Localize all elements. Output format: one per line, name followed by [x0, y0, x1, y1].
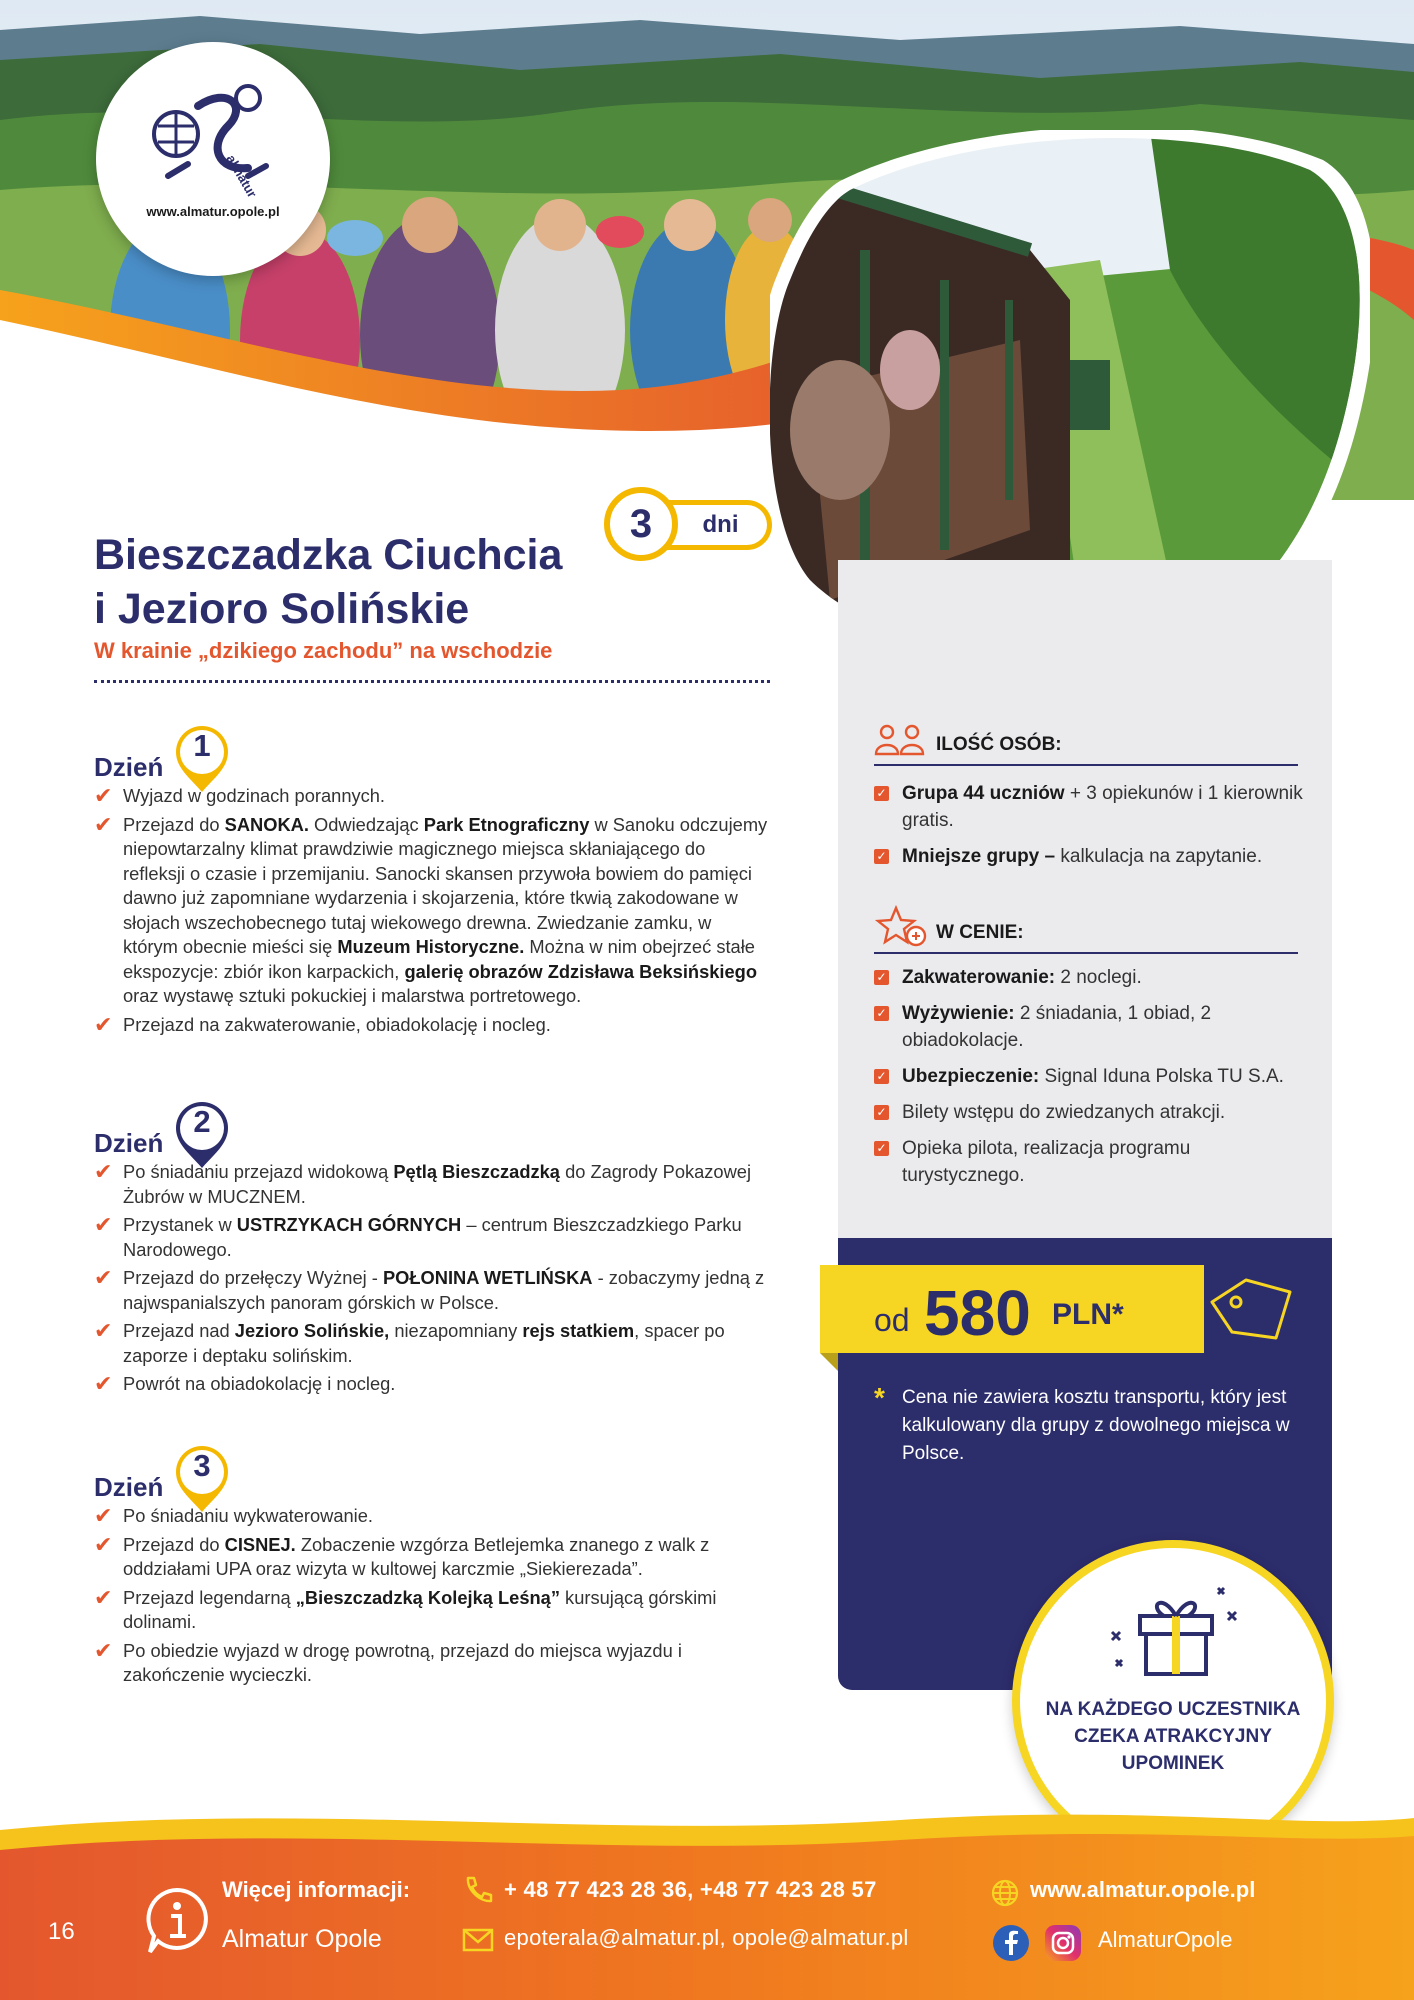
text: Przejazd do [123, 1533, 225, 1555]
price-value: 580 [924, 1277, 1031, 1349]
price-tag-icon [1206, 1272, 1296, 1348]
itinerary-item [94, 1013, 770, 1038]
bold-text: POŁONINA WETLIŃSKA [382, 1267, 593, 1288]
price-currency: PLN* [1052, 1298, 1124, 1331]
bold-text: Wyżywienie: [902, 1003, 1015, 1024]
title-line-1: Bieszczadzka Ciuchcia [94, 531, 563, 579]
phone-numbers[interactable]: + 48 77 423 28 36, +48 77 423 28 57 [504, 1877, 877, 1902]
bold-text: SANOKA. [224, 813, 309, 835]
checkmark-icon: ✔ [94, 783, 113, 808]
social-handle[interactable]: AlmaturOpole [1098, 1927, 1233, 1952]
bold-text: galerię obrazów Zdzisława Beksińskiego [404, 960, 757, 982]
text: Po obiedzie wyjazd w drogę powrotną, przejazd do miejsca wyjazdu i zakończenie wycieczki. [123, 1639, 682, 1685]
checkbox-icon: ✓ [874, 1141, 889, 1156]
bold-text: CISNEJ. [224, 1533, 296, 1555]
title-divider [94, 680, 770, 683]
organization-name: Almatur Opole [222, 1925, 382, 1953]
panel-list-item [874, 1135, 1308, 1189]
title-line-2: i Jezioro Solińskie [94, 585, 470, 633]
people-section-heading [874, 730, 1298, 766]
price-note: Cena nie zawiera kosztu transportu, który jest kalkulowany dla grupy z dowolnego miejsca w Polsce. [902, 1387, 1290, 1464]
facebook-icon[interactable] [992, 1924, 1030, 1962]
bold-text: Pętlą Bieszczadzką [393, 1161, 560, 1182]
bold-text: „Bieszczadzką Kolejką Leśną” [295, 1586, 560, 1608]
text: Bilety wstępu do zwiedzanych atrakcji. [902, 1102, 1226, 1123]
checkbox-icon: ✓ [874, 1069, 889, 1084]
price-includes-list [874, 964, 1308, 1198]
checkmark-icon: ✔ [94, 811, 113, 837]
price-prefix: od [874, 1302, 910, 1338]
checkmark-icon: ✔ [94, 1584, 113, 1610]
text: Po śniadaniu przejazd widokową [123, 1161, 394, 1182]
day-3-activities [94, 1504, 770, 1692]
bold-text: Grupa 44 uczniów [902, 783, 1065, 804]
panel-list-item [874, 780, 1308, 834]
text: Przejazd nad [123, 1320, 235, 1341]
bold-text: Ubezpieczenie: [902, 1066, 1040, 1087]
text: Odwiedzając [308, 813, 424, 835]
star-coin-icon [874, 904, 928, 948]
people-icon [874, 724, 926, 758]
people-section-title: ILOŚĆ OSÓB: [936, 734, 1062, 755]
info-icon [144, 1886, 210, 1956]
day-label: Dzień [94, 752, 164, 782]
checkmark-icon: ✔ [94, 1265, 113, 1290]
text: Można w nim obejrzeć stałe ekspozycje: zbiór ikon karpackich, [123, 936, 755, 982]
itinerary-item [94, 784, 770, 809]
itinerary-item [94, 1586, 770, 1635]
page-title [94, 528, 654, 636]
text: 2 noclegi. [1055, 967, 1142, 988]
checkmark-icon: ✔ [94, 1011, 113, 1037]
panel-list-item [874, 1000, 1308, 1054]
itinerary-item [94, 1504, 770, 1529]
checkmark-icon: ✔ [94, 1318, 113, 1343]
text: oraz wystawę sztuki pokuckiej i malarstwa portretowego. [123, 985, 582, 1006]
checkbox-icon: ✓ [874, 849, 889, 864]
bold-text: Zakwaterowanie: [902, 967, 1056, 988]
itinerary-item [94, 1533, 770, 1582]
panel-list-item [874, 1063, 1308, 1090]
people-list [874, 780, 1308, 879]
days-label: dni [654, 500, 772, 550]
checkmark-icon: ✔ [94, 1212, 113, 1237]
bold-text: Park Etnograficzny [423, 813, 590, 835]
itinerary-item [94, 1319, 770, 1368]
text: Po śniadaniu wykwaterowanie. [123, 1505, 373, 1526]
itinerary-item [94, 1372, 770, 1397]
checkmark-icon: ✔ [94, 1159, 113, 1184]
panel-list-item [874, 843, 1308, 870]
included-section-heading [874, 918, 1298, 954]
day-label: Dzień [94, 1128, 164, 1158]
text: - zobaczymy jedną z najwspanialszych panoram górskich w Polsce. [123, 1267, 765, 1313]
page-subtitle: W krainie „dzikiego zachodu” na wschodzie [94, 638, 553, 663]
itinerary-item [94, 1266, 770, 1315]
text: 2 śniadania, 1 obiad, 2 obiadokolacje. [902, 1003, 1212, 1051]
text: Powrót na obiadokolację i nocleg. [123, 1373, 396, 1394]
more-info-label: Więcej informacji: [222, 1877, 411, 1902]
mail-icon [462, 1928, 494, 1952]
text: w Sanoku odczujemy niepowtarzalny klimat prawdziwie magicznego miejsca skłaniającego do refleksji o czasie i przemijaniu. Sanocki skansen przywoła bowiem do pamięci dawno już zapomniane wydarzenia i skojarzenia, które tkwią zakodowane w słojach wszechobecnego tutaj wiekowego drewna. Zwiedzanie zamku, w którym obecnie mieści się [123, 813, 768, 957]
day-label: Dzień [94, 1472, 164, 1502]
day-number: 3 [193, 1448, 211, 1483]
bold-text: USTRZYKACH GÓRNYCH [236, 1214, 462, 1235]
bold-text: rejs statkiem [522, 1320, 635, 1341]
itinerary-item [94, 1639, 770, 1688]
text: kalkulacja na zapytanie. [1055, 846, 1263, 867]
text: do Zagrody Pokazowej Żubrów w MUCZNEM. [123, 1161, 752, 1207]
checkmark-icon: ✔ [94, 1371, 113, 1396]
checkmark-icon: ✔ [94, 1503, 113, 1528]
text: Zobaczenie wzgórza Betlejemka znanego z walk z oddziałami UPA oraz wizyta w kultowej karczmie „Siekierezada”. [123, 1533, 710, 1579]
text: Przejazd na zakwaterowanie, obiadokolację i nocleg. [123, 1013, 551, 1035]
logo-website-url: www.almatur.opole.pl [146, 204, 280, 219]
panel-list-item [874, 1099, 1308, 1126]
day-number: 2 [193, 1104, 211, 1139]
text: , spacer po zaporze i deptaku solińskim. [123, 1320, 725, 1366]
text: Wyjazd w godzinach porannych. [123, 785, 386, 806]
panel-list-item [874, 964, 1308, 991]
instagram-icon[interactable] [1044, 1924, 1082, 1962]
checkbox-icon: ✓ [874, 1105, 889, 1120]
checkbox-icon: ✓ [874, 1006, 889, 1021]
text: Przejazd legendarną [123, 1586, 296, 1608]
text: Przejazd do przełęczy Wyżnej - [123, 1267, 383, 1288]
bold-text: Mniejsze grupy – [902, 846, 1056, 867]
checkbox-icon: ✓ [874, 786, 889, 801]
gift-icon [1096, 1582, 1256, 1682]
website-link[interactable]: www.almatur.opole.pl [1030, 1877, 1256, 1902]
bold-text: Muzeum Historyczne. [337, 936, 525, 957]
globe-icon [990, 1878, 1020, 1908]
email-addresses[interactable]: epoterala@almatur.pl, opole@almatur.pl [504, 1925, 909, 1950]
phone-icon [462, 1874, 494, 1906]
day-1-activities [94, 784, 770, 1041]
text: – centrum Bieszczadzkiego Parku Narodowego. [123, 1214, 742, 1260]
almatur-logo-icon [138, 76, 288, 206]
price-banner-fold [820, 1353, 838, 1371]
gift-text: NA KAŻDEGO UCZESTNIKA CZEKA ATRAKCYJNY UPOMINEK [1045, 1699, 1301, 1774]
day-2-activities [94, 1160, 770, 1401]
checkmark-icon: ✔ [94, 1531, 113, 1557]
days-number: 3 [604, 487, 678, 561]
checkbox-icon: ✓ [874, 970, 889, 985]
almatur-logo[interactable] [96, 42, 330, 276]
itinerary-item [94, 813, 770, 1009]
checkmark-icon: ✔ [94, 1637, 113, 1663]
bold-text: Jezioro Solińskie, [234, 1320, 390, 1341]
page-number: 16 [48, 1918, 75, 1945]
text: Opieka pilota, realizacja programu turystycznego. [902, 1138, 1191, 1186]
text: Przystanek w [123, 1214, 237, 1235]
day-number: 1 [193, 728, 211, 763]
text: + 3 opiekunów i 1 kierownik gratis. [902, 783, 1303, 831]
text: Przejazd do [123, 813, 225, 835]
asterisk-icon: * [874, 1382, 885, 1413]
text: Signal Iduna Polska TU S.A. [1039, 1066, 1284, 1087]
included-section-title: W CENIE: [936, 922, 1024, 943]
itinerary-item [94, 1160, 770, 1209]
text: kursującą górskimi dolinami. [123, 1586, 717, 1632]
svg-text:almatur: almatur [223, 152, 260, 201]
itinerary-item [94, 1213, 770, 1262]
text: niezapomniany [389, 1320, 523, 1341]
